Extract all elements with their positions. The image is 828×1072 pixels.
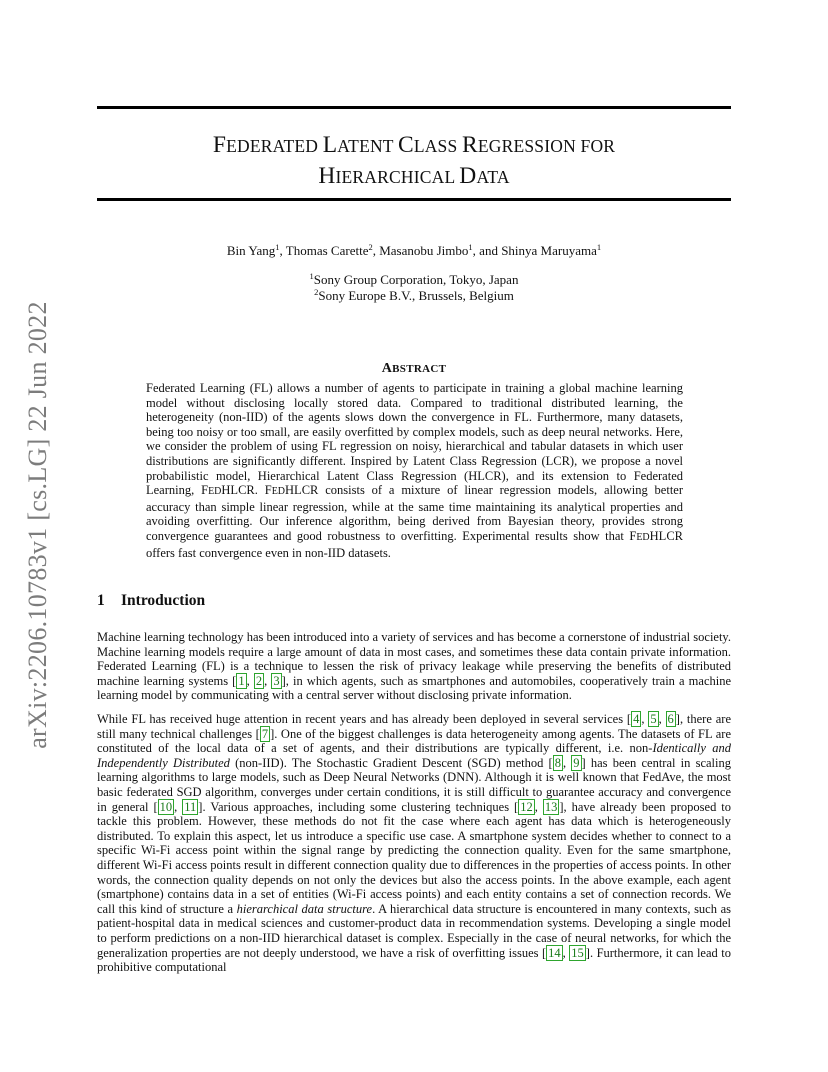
citation-link[interactable]: 15	[571, 945, 584, 960]
citation-link[interactable]: 3	[273, 673, 280, 688]
paper-title	[97, 130, 731, 192]
title-top-rule	[97, 106, 731, 109]
arxiv-identifier-text: arXiv:2206.10783v1 [cs.LG] 22 Jun 2022	[23, 301, 52, 749]
title-line-1: FEDERATED LATENT CLASS REGRESSION FOR	[212, 132, 616, 158]
citation-link[interactable]: 11	[184, 799, 197, 814]
citation-link[interactable]: 14	[548, 945, 561, 960]
affiliation-1: $^1$Sony Group Corporation, Tokyo, Japan	[309, 271, 519, 287]
citation-link[interactable]: 9	[573, 755, 580, 770]
citation-link[interactable]: 10	[159, 799, 173, 814]
citation-link[interactable]: 6	[667, 712, 674, 726]
affiliations	[97, 272, 731, 304]
title-bottom-rule	[97, 198, 731, 201]
title-line-2: HIERARCHICAL DATA	[318, 163, 510, 189]
citation-link[interactable]: 1	[238, 673, 245, 688]
affiliation-2: $^2$Sony Europe B.V., Brussels, Belgium	[314, 287, 514, 303]
author-list: Bin Yang$^1$, Thomas Carette$^2$, Masanobu Jimbo$^1$, and Shinya Maruyama$^1$	[226, 242, 602, 258]
intro-paragraph-1: Machine learning technology has been introduced into a variety of services and has become a cornerstone of industrial society. Machine learning models require a large amount of data in most cases, and sometimes these data contain private information. Federated Learning (FL) is a technique to lessen the risk of privacy leakage while preserving the benefits of distributed machine learning systems [ 1 , 2 , 3 ], in which agents, such as smartphones and automobiles, cooperatively train a machine learning model by communicating with a central server without disclosing private information.	[97, 630, 732, 703]
citation-link[interactable]: 12	[520, 799, 533, 814]
citation-link[interactable]: 4	[633, 712, 640, 726]
arxiv-identifier-stamp	[22, 290, 54, 760]
section-heading-introduction: 1 Introduction	[97, 592, 206, 609]
citation-link[interactable]: 7	[261, 726, 269, 741]
citation-link[interactable]: 5	[650, 712, 657, 726]
citation-link[interactable]: 13	[544, 799, 558, 814]
abstract-text: Federated Learning (FL) allows a number of agents to participate in training a global machine learning model without disclosing locally stored data. Compared to traditional distributed learning, the heterogeneity (non-IID) of the agents slows down the convergence in FL. Furthermore, many datasets, being too noisy or too small, are easily overfitted by complex models, such as deep neural networks. Here, we consider the problem of using FL regression on noisy, hierarchical and tabular datasets in which user distributions are significantly different. Inspired by Latent Class Regression (LCR), we propose a novel probabilistic model, Hierarchical Latent Class Regression (HLCR), and its extension to Federated Learning, FEDHLCR. FEDHLCR consists of a mixture of linear regression models, allowing better accuracy than simple linear regression, while at the same time maintaining its analytical properties and avoiding overfitting. Our inference algorithm, being derived from Bayesian theory, provides strong convergence guarantees and good robustness to overfitting. Experimental results show that FEDHLCR offers fast convergence even in non-IID datasets.	[146, 381, 684, 560]
intro-paragraph-2: While FL has received huge attention in recent years and has already been deployed in several services [ 4 , 5 , 6 ], there are still many technical challenges [ 7 ]. One of the biggest challenges is data heterogeneity among agents. The datasets of FL are constituted of the local data of a set of agents, and their distributions are typically different, i.e. non-Identically and Independently Distributed (non-IID). The Stochastic Gradient Descent (SGD) method [ 8 , 9 ] has been central in scaling learning algorithms to large models, such as Deep Neural Networks (DNN). Although it is well known that FedAve, the most basic federated SGD algorithm, converges under certain conditions, it is still difficult to guarantee accuracy and convergence in general [ 10 , 11 ]. Various approaches, including some clustering techniques [ 12 , 13 ], have already been proposed to tackle this problem. However, these methods do not fit the case where each agent has data which is heterogeneously distributed. To explain this aspect, let us introduce a specific use case. A smartphone system decides whether to connect to a specific Wi-Fi access point within the signal range by predicting the connection quality. Even for the same smartphone, different Wi-Fi access points result in different connection quality due to differences in the properties of access points. In other words, the connection quality depends on not only the devices but also the access points. In the above example, each agent (smartphone) contains data in a set of entities (Wi-Fi access points) and each entity contains a set of connection records. We call this kind of structure a hierarchical data structure. A hierarchical data structure is encountered in many contexts, such as patient-hospital data in medical sciences and customer-product data in recommendation systems. Developing a single model to perform predictions on a non-IID hierarchical dataset is complex. Especially in the case of neural networks, for which the generalization properties are not deeply understood, we have a risk of overfitting issues [ 14 , 15 ]. Furthermore, it can lead to prohibitive computational	[97, 712, 732, 975]
citation-link[interactable]: 2	[255, 673, 263, 688]
abstract-heading: ABSTRACT	[381, 361, 447, 376]
citation-link[interactable]: 8	[554, 755, 561, 770]
